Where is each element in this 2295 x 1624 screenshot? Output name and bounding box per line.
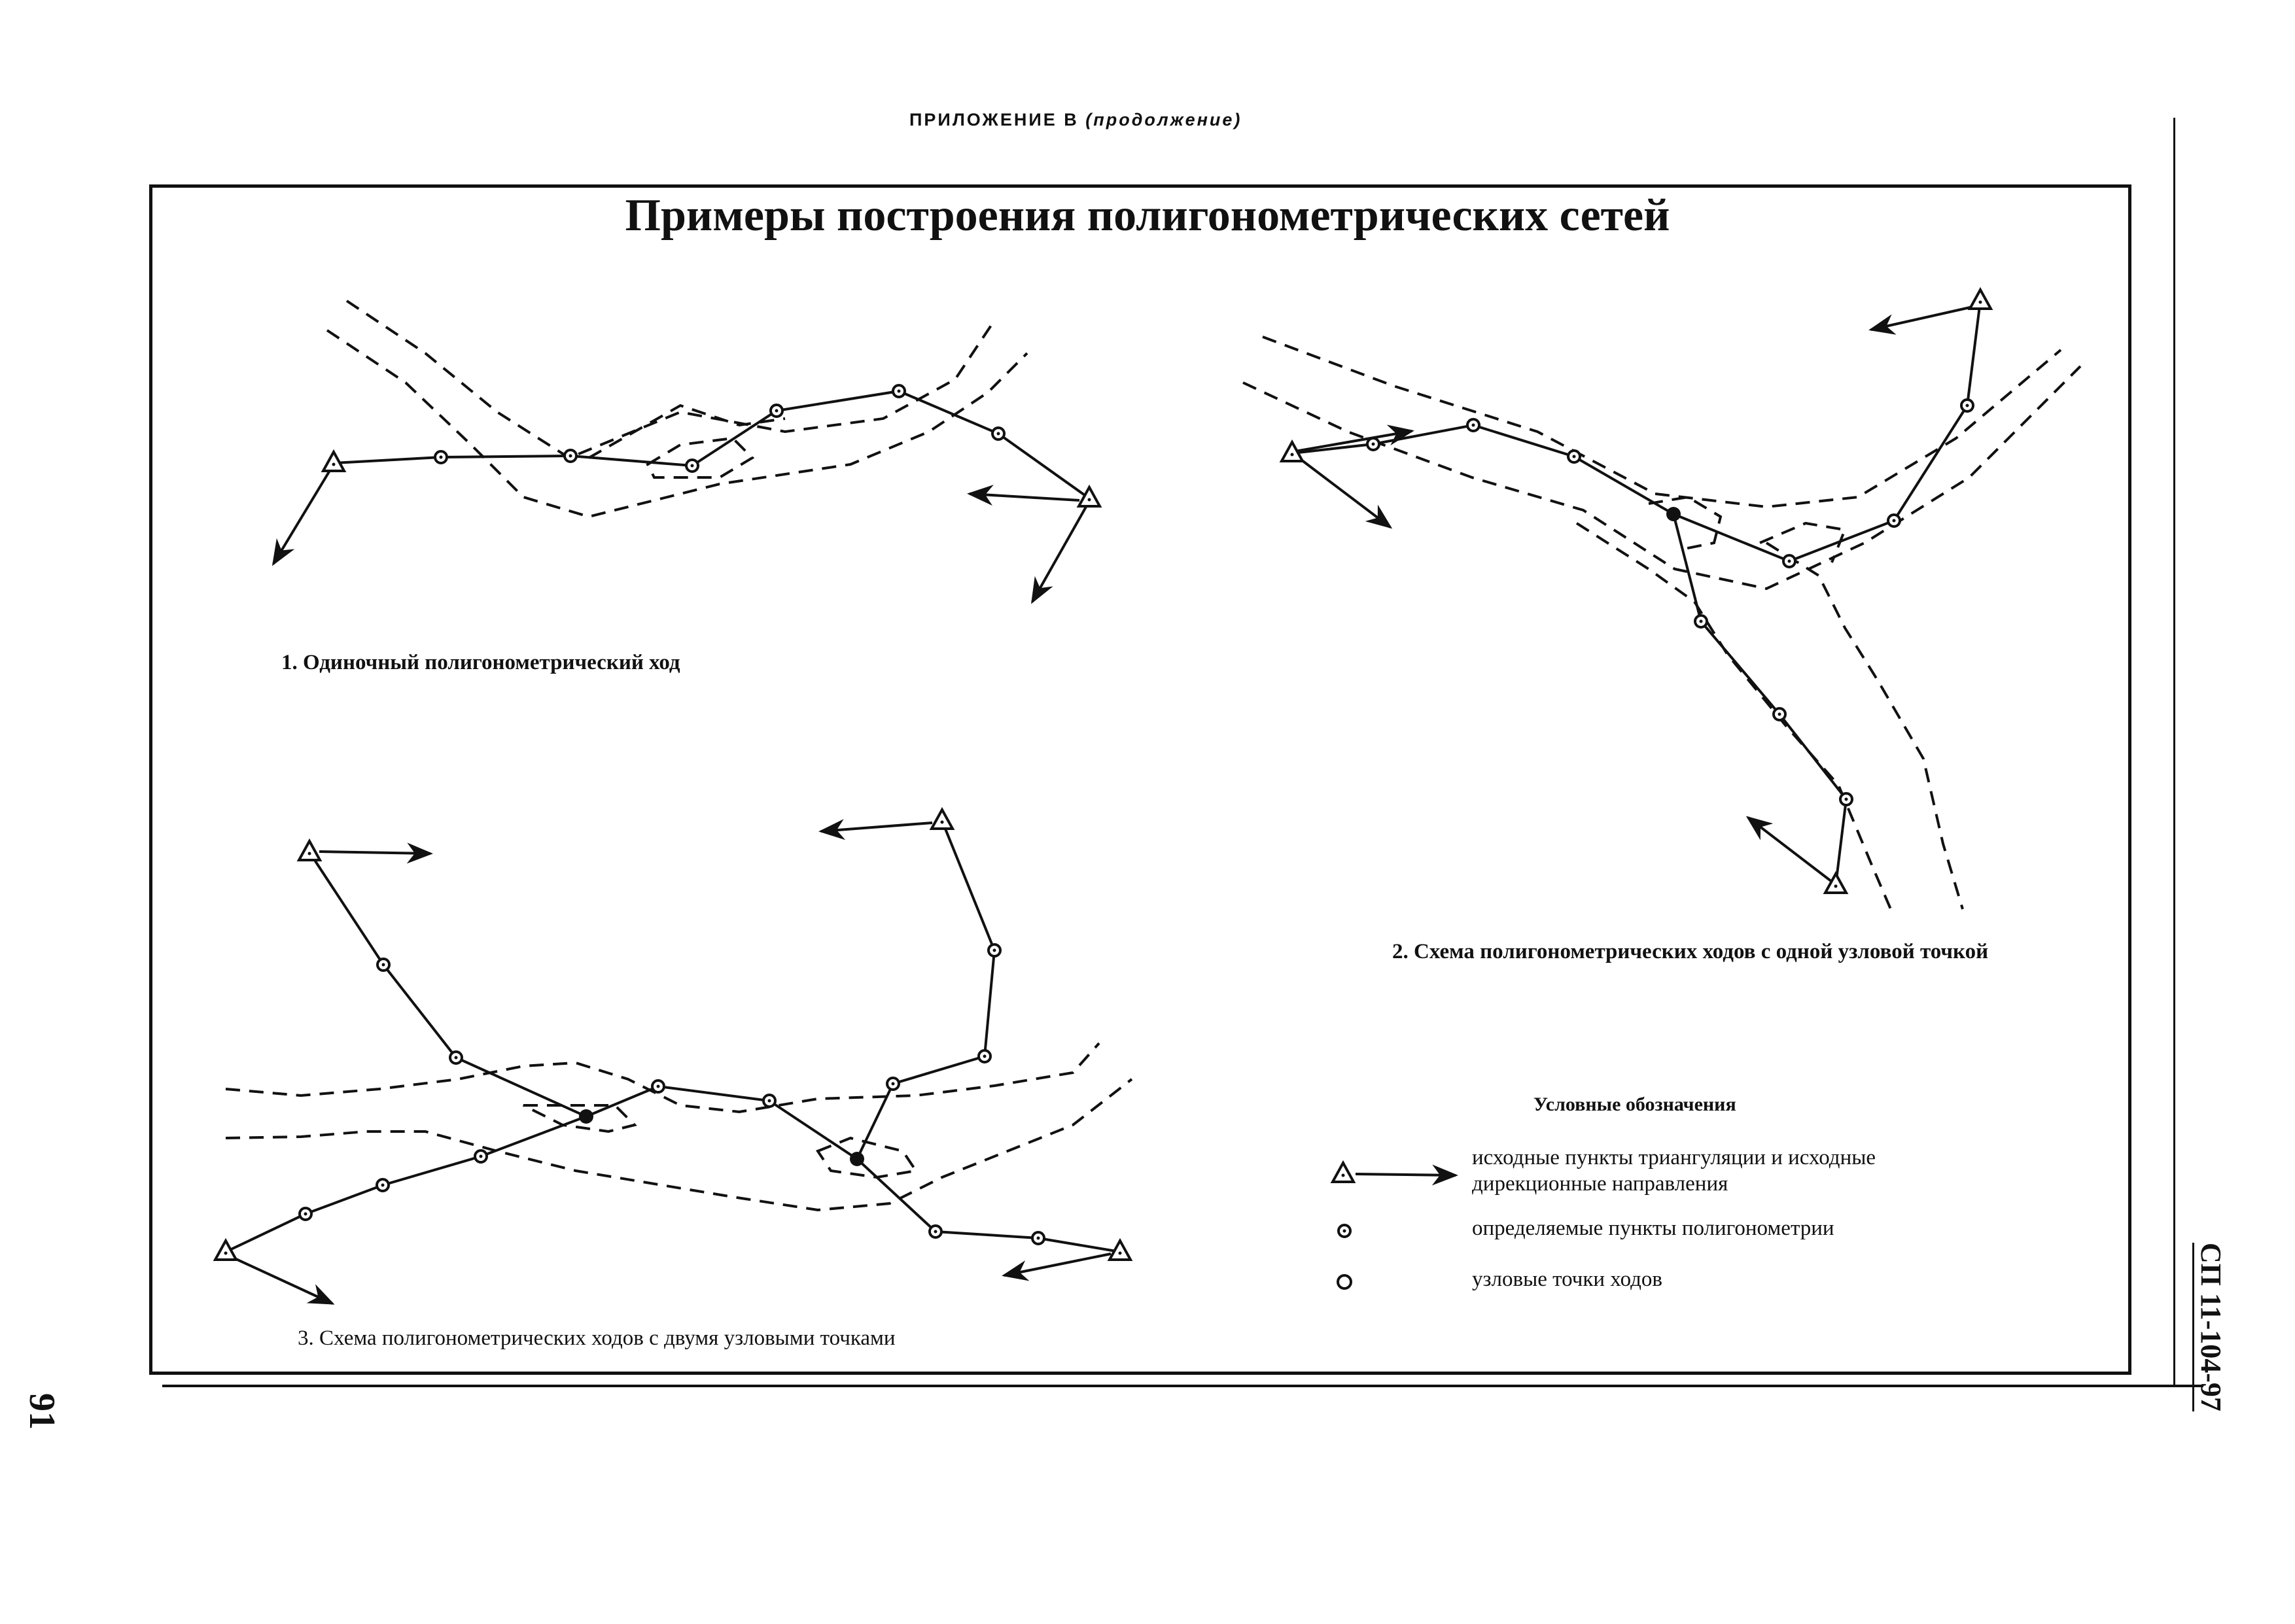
diagram-1-crossing-outline [648,438,752,477]
diagram-2-traverse-line-south [1673,514,1846,885]
diagram-2-traverse-point-icon [1888,515,1900,527]
diagram-1-traverse-point-icon [686,460,698,472]
diagram-3-traverse-line-southeast [857,1159,1120,1252]
legend-item-traverse-points: определяемые пункты полигонометрии [1472,1217,1834,1240]
diagram-3-road-edge-lower [226,1079,1132,1210]
diagram-3-traverse-point-icon [1032,1232,1044,1244]
diagram-1-direction-arrow-left [273,470,330,564]
triangle-arrow-icon [1333,1163,1354,1182]
appendix-header-main: ПРИЛОЖЕНИЕ В [909,110,1079,130]
diagram-2-traverse-point-icon [1774,708,1785,720]
diagram-2-road-edge-upper [1263,337,2061,507]
diagram-3-two-node-traverses [215,810,1132,1304]
diagram-2-control-point-icon [1970,290,1991,309]
appendix-header-paren: (продолжение) [1085,110,1242,130]
legend-item-control-points-line1: исходные пункты триангуляции и исходные [1472,1146,1876,1169]
diagram-3-caption: 3. Схема полигонометрических ходов с двумя узловыми точками [298,1326,896,1350]
legend-item-node-points: узловые точки ходов [1472,1268,1662,1291]
diagram-2-node-point-icon [1666,507,1681,521]
legend-item-control-points [1472,1145,1876,1197]
diagram-2-direction-arrow-south [1748,818,1832,882]
diagram-2-control-point-icon [1825,874,1846,893]
diagram-3-control-point-icon [215,1241,236,1260]
diagram-1-direction-arrow-right-left [970,494,1079,500]
diagram-3-traverse-point-icon [377,1179,389,1191]
diagram-2-traverse-point-icon [1467,419,1479,431]
diagram-3-direction-arrow-sw [229,1256,332,1304]
dotted-circle-icon [1339,1225,1350,1237]
diagram-3-traverse-point-icon [652,1080,664,1092]
figure-title: Примеры построения полигонометрических сетей [625,190,1670,241]
diagram-1-traverse-line [334,391,1089,498]
diagram-3-node-point-icon [850,1152,864,1166]
diagram-2-traverse-point-icon [1961,400,1973,411]
legend-symbols [1333,1163,1456,1288]
diagram-3-traverse-point-icon [930,1226,941,1237]
diagram-3-road-edge-upper [226,1043,1099,1112]
diagram-2-traverse-point-icon [1783,555,1795,567]
diagram-1-traverse-point-icon [893,385,905,397]
diagram-1-traverse-point-icon [565,450,576,462]
diagram-3-direction-arrow-nw [319,852,430,854]
diagram-3-direction-arrow-ne [821,823,932,831]
diagram-3-traverse-line-northwest [309,852,586,1116]
diagram-3-traverse-point-icon [377,959,389,971]
diagram-3-traverse-point-icon [979,1050,990,1062]
diagram-2-road-lower-inner [1577,523,1891,909]
diagram-2-one-node-traverses [1243,290,2080,909]
diagram-3-traverse-point-icon [763,1095,775,1107]
diagram-1-control-point-icon [1079,487,1100,506]
diagram-1-traverse-point-icon [992,428,1004,440]
diagram-3-traverse-point-icon [887,1078,899,1090]
diagram-1-traverse-point-icon [435,451,447,463]
diagram-1-direction-arrow-right-down [1032,507,1086,602]
legend-arrow-icon [1356,1174,1456,1175]
diagram-3-traverse-point-icon [450,1052,462,1063]
diagram-2-direction-arrow-north [1871,306,1976,330]
diagram-3-traverse-point-icon [989,944,1000,956]
diagram-2-road-edge-lower [1243,366,2080,589]
diagram-3-traverse-line-northeast [857,821,994,1159]
diagram-3-node-point-icon [579,1109,593,1124]
diagram-2-traverse-point-icon [1695,615,1707,627]
diagram-1-road-edge-upper [347,301,994,458]
diagram-3-control-point-icon [932,810,953,829]
diagram-2-direction-arrow-west-down [1299,458,1390,527]
diagram-2-traverse-line-west [1292,425,1673,514]
diagram-3-direction-arrow-se [1004,1254,1111,1275]
diagram-2-traverse-point-icon [1568,451,1580,462]
diagram-3-traverse-line-middle [586,1086,857,1159]
circle-icon [1338,1275,1351,1288]
page-number: 91 [22,1393,62,1430]
diagram-3-control-point-icon [299,841,320,860]
diagram-3-traverse-point-icon [475,1150,487,1162]
document-code: СП 11-104-97 [2192,1243,2228,1411]
diagram-2-traverse-point-icon [1367,438,1379,450]
diagram-1-traverse-point-icon [771,405,782,417]
diagram-1-road-bend [589,406,785,458]
diagram-2-caption: 2. Схема полигонометрических ходов с одной узловой точкой [1392,940,1989,963]
diagram-3-traverse-point-icon [300,1208,311,1220]
diagram-1-caption: 1. Одиночный полигонометрический ход [281,651,680,674]
diagram-2-traverse-point-icon [1840,793,1852,805]
legend-item-control-points-line2: дирекционные направления [1472,1172,1728,1196]
diagram-1-single-traverse [273,301,1100,602]
legend-title: Условные обозначения [1533,1094,1736,1115]
